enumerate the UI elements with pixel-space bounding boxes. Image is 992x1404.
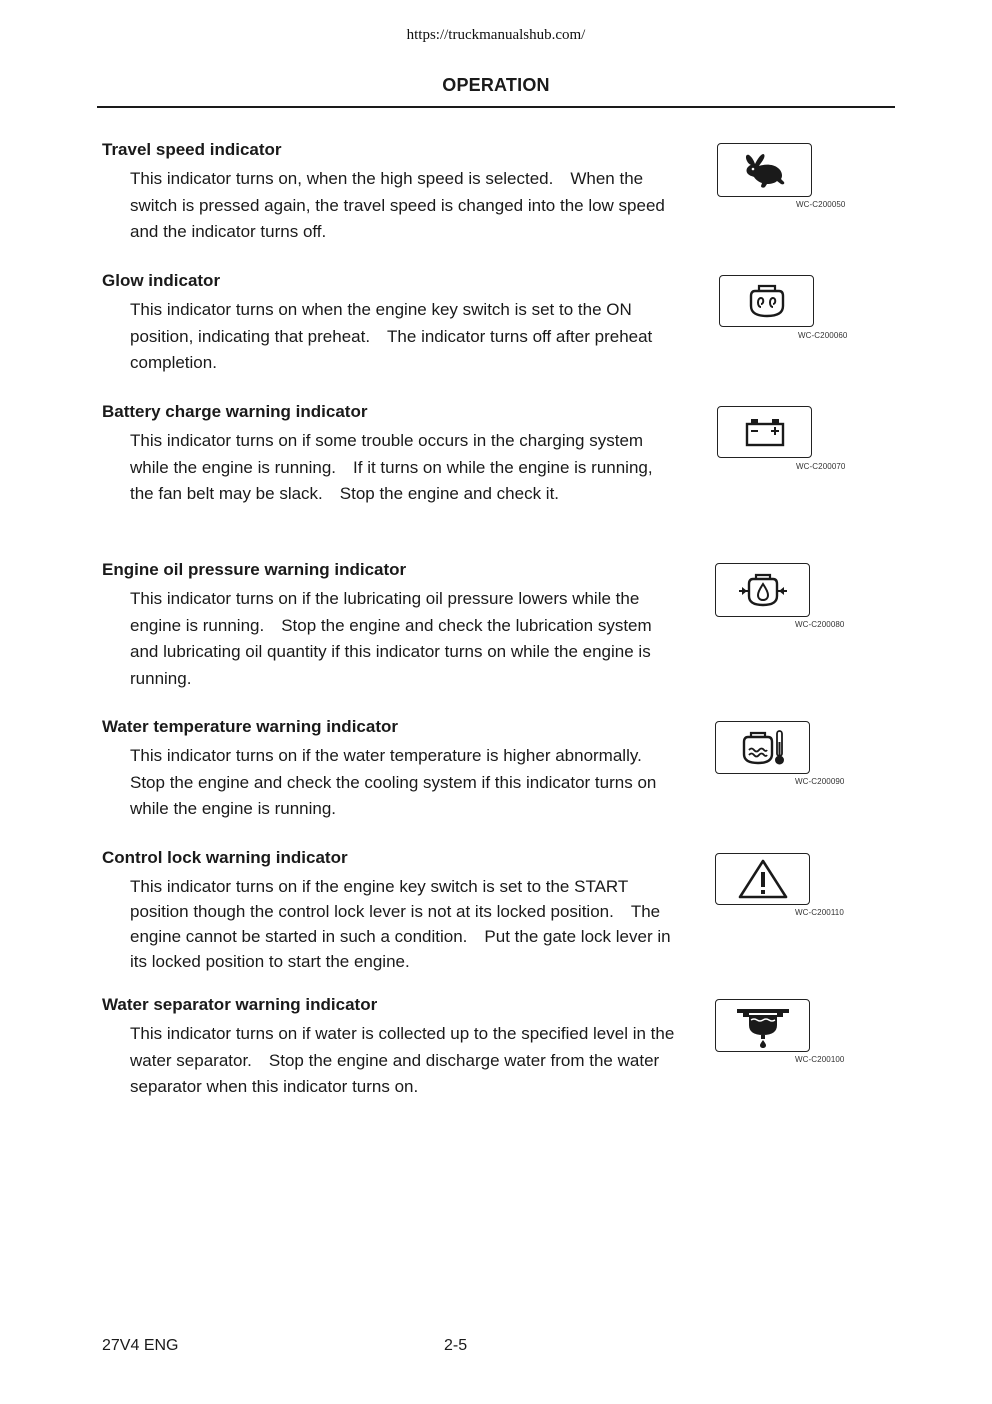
icon-code: WC-C200070	[796, 462, 846, 471]
section-body: This indicator turns on, when the high speed is selected. When the switch is pressed again, the travel speed is changed into the low speed and the indicator turns off.	[130, 169, 670, 242]
section-title: Engine oil pressure warning indicator	[102, 560, 407, 579]
water-temperature-icon	[715, 721, 810, 774]
oil-pressure-icon	[715, 563, 810, 617]
icon-code: WC-C200110	[795, 908, 844, 917]
section-title: Water temperature warning indicator	[102, 717, 398, 736]
icon-code: WC-C200100	[795, 1055, 845, 1064]
section-title: Battery charge warning indicator	[102, 402, 368, 421]
source-url: https://truckmanualshub.com/	[406, 27, 586, 43]
section-body: This indicator turns on if some trouble occurs in the charging system while the engine is running. If it turns on while the engine is running, the fan belt may be slack. Stop the engine and check it.	[130, 431, 658, 504]
section-body: This indicator turns on if water is collected up to the specified level in the water separator. Stop the engine and discharge water from the water separator when this indicator turns on.	[130, 1024, 680, 1097]
water-separator-icon	[715, 999, 810, 1052]
section-body: This indicator turns on when the engine key switch is set to the ON position, indicating that preheat. The indicator turns off after preheat completion.	[130, 300, 658, 373]
warning-triangle-icon	[715, 853, 810, 905]
battery-icon	[717, 406, 812, 458]
icon-code: WC-C200080	[795, 620, 845, 629]
icon-code: WC-C200060	[798, 331, 848, 340]
section-title: Control lock warning indicator	[102, 848, 348, 867]
section-title: Water separator warning indicator	[102, 995, 378, 1014]
section-title: Travel speed indicator	[102, 140, 282, 159]
icon-code: WC-C200050	[796, 200, 846, 209]
page-number: 2-5	[444, 1337, 468, 1354]
icon-code: WC-C200090	[795, 777, 845, 786]
section-title: Glow indicator	[102, 271, 221, 290]
page-title: OPERATION	[442, 75, 550, 95]
section-body: This indicator turns on if the lubricating oil pressure lowers while the engine is running. Stop the engine and check the lubrication system and lubricating oil quantity if this indicator turns on while the engine is running.	[130, 589, 657, 688]
header-divider	[97, 106, 895, 108]
glow-plug-icon	[719, 275, 814, 327]
rabbit-icon	[717, 143, 812, 197]
document-code: 27V4 ENG	[102, 1337, 179, 1354]
section-body: This indicator turns on if the engine key switch is set to the START position though the control lock lever is not at its locked position. The engine cannot be started in such a condition. Put the gate lock lever in its locked position to start the engine.	[130, 877, 676, 971]
section-body: This indicator turns on if the water temperature is higher abnormally. Stop the engine and check the cooling system if this indicator turns on while the engine is running.	[130, 746, 662, 819]
